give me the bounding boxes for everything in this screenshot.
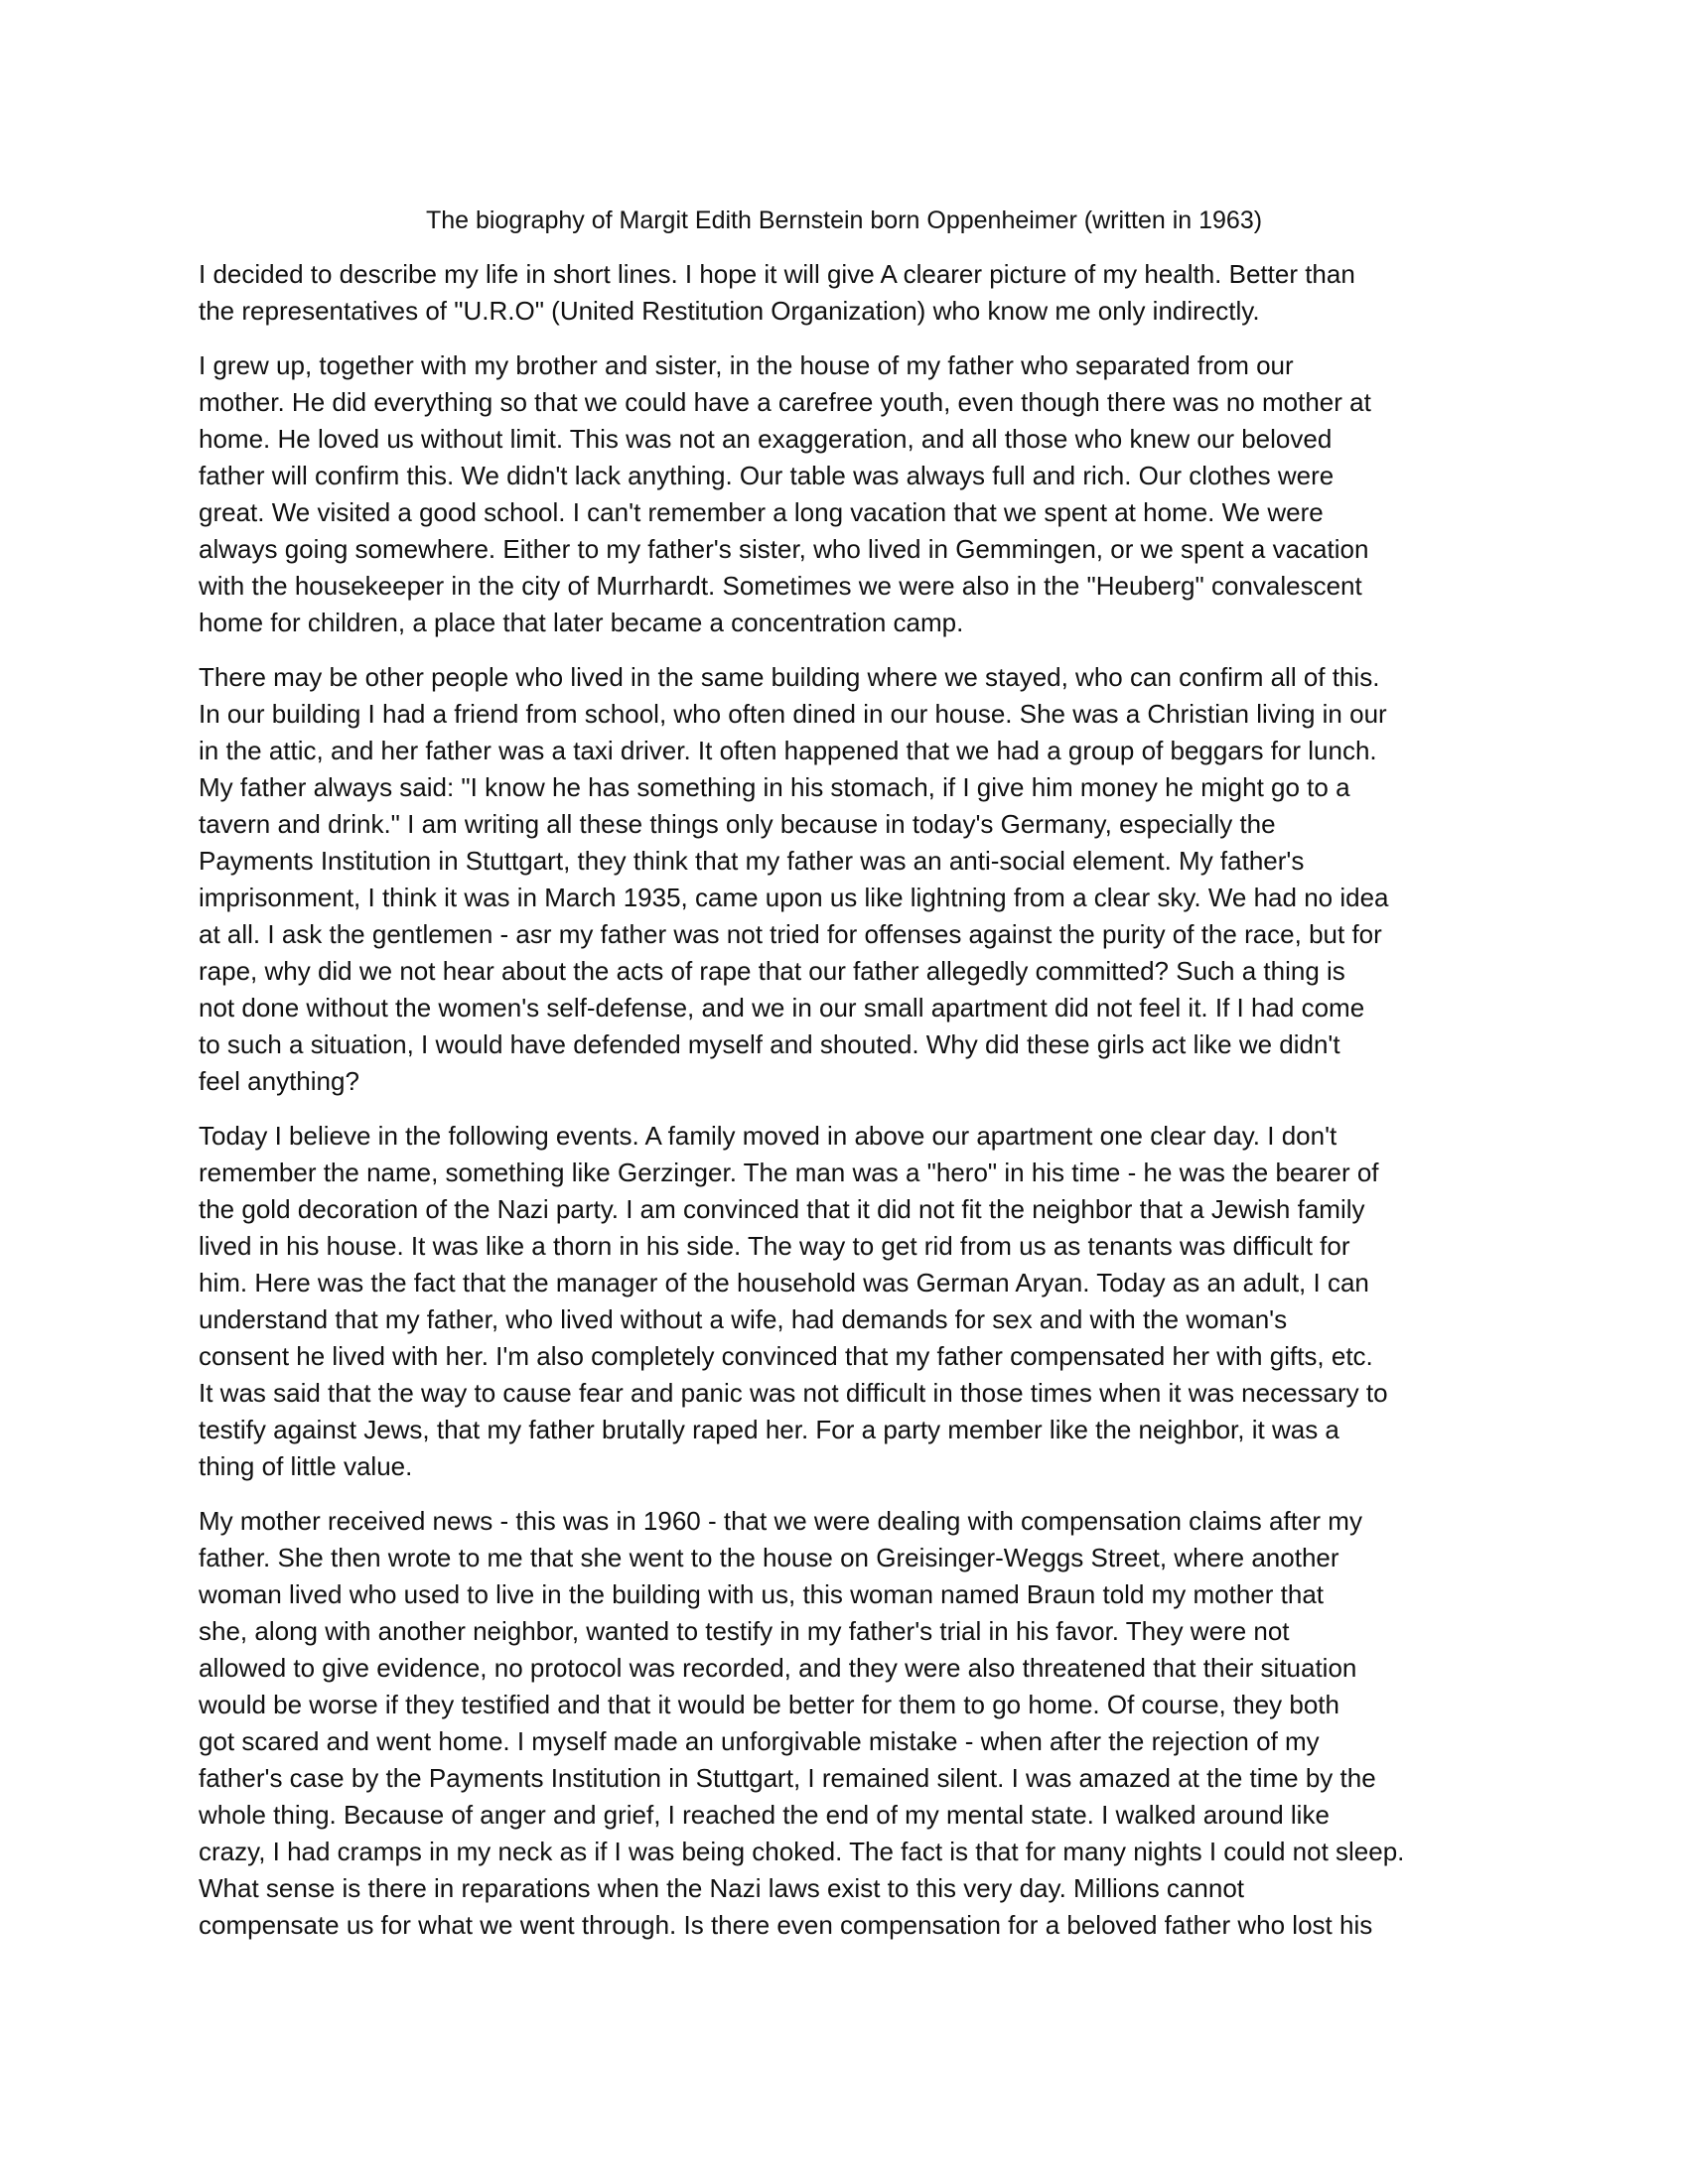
text-line: rape, why did we not hear about the acts of rape that our father allegedly committed? Such a thing is (199, 956, 1345, 986)
text-line: home for children, a place that later became a concentration camp. (199, 608, 964, 637)
text-line: lived in his house. It was like a thorn in his side. The way to get rid from us as tenants was difficult for (199, 1231, 1350, 1261)
document-body (199, 256, 1489, 1962)
text-line: with the housekeeper in the city of Murrhardt. Sometimes we were also in the "Heuberg" convalescent (199, 571, 1362, 601)
text-line: great. We visited a good school. I can't remember a long vacation that we spent at home. We were (199, 497, 1324, 527)
text-line: would be worse if they testified and that it would be better for them to go home. Of course, they both (199, 1690, 1339, 1719)
text-line: Payments Institution in Stuttgart, they think that my father was an anti-social element. My father's (199, 846, 1305, 876)
text-line: compensate us for what we went through. Is there even compensation for a beloved father who lost his (199, 1910, 1373, 1940)
text-line: feel anything? (199, 1066, 359, 1096)
text-line: in the attic, and her father was a taxi driver. It often happened that we had a group of beggars for lunch. (199, 736, 1377, 765)
text-line: father's case by the Payments Institution in Stuttgart, I remained silent. I was amazed at the time by the (199, 1763, 1376, 1793)
text-line: the gold decoration of the Nazi party. I am convinced that it did not fit the neighbor that a Jewish family (199, 1194, 1365, 1224)
text-line: thing of little value. (199, 1451, 413, 1481)
text-line: crazy, I had cramps in my neck as if I was being choked. The fact is that for many nights I could not sleep. (199, 1837, 1405, 1866)
text-line: What sense is there in reparations when the Nazi laws exist to this very day. Millions cannot (199, 1873, 1244, 1903)
paragraph-5 (199, 1503, 1489, 1944)
paragraph-1 (199, 256, 1489, 330)
text-line: father. She then wrote to me that she went to the house on Greisinger-Weggs Street, where another (199, 1543, 1339, 1572)
text-line: tavern and drink." I am writing all these things only because in today's Germany, especially the (199, 809, 1276, 839)
text-line: she, along with another neighbor, wanted to testify in my father's trial in his favor. They were not (199, 1616, 1290, 1646)
text-line: not done without the women's self-defense, and we in our small apartment did not feel it. If I had come (199, 993, 1365, 1023)
text-line: whole thing. Because of anger and grief, I reached the end of my mental state. I walked around like (199, 1800, 1330, 1830)
text-line: to such a situation, I would have defended myself and shouted. Why did these girls act like we didn't (199, 1029, 1340, 1059)
text-line: at all. I ask the gentlemen - asr my father was not tried for offenses against the purity of the race, but for (199, 919, 1382, 949)
text-line: the representatives of "U.R.O" (United Restitution Organization) who know me only indirectly. (199, 296, 1260, 326)
paragraph-4 (199, 1118, 1489, 1485)
text-line: testify against Jews, that my father brutally raped her. For a party member like the neighbor, it was a (199, 1415, 1339, 1444)
text-line: mother. He did everything so that we could have a carefree youth, even though there was no mother at (199, 387, 1371, 417)
text-line: allowed to give evidence, no protocol was recorded, and they were also threatened that their situation (199, 1653, 1357, 1683)
text-line: I decided to describe my life in short lines. I hope it will give A clearer picture of my health. Better than (199, 259, 1355, 289)
text-line: got scared and went home. I myself made an unforgivable mistake - when after the rejection of my (199, 1726, 1320, 1756)
text-line: Today I believe in the following events. A family moved in above our apartment one clear day. I don't (199, 1121, 1337, 1151)
text-line: consent he lived with her. I'm also completely convinced that my father compensated her with gifts, etc. (199, 1341, 1373, 1371)
text-line: father will confirm this. We didn't lack anything. Our table was always full and rich. Our clothes were (199, 461, 1335, 490)
text-line: home. He loved us without limit. This was not an exaggeration, and all those who knew our beloved (199, 424, 1333, 454)
document-title: The biography of Margit Edith Bernstein born Oppenheimer (written in 1963) (425, 206, 1263, 234)
text-line: remember the name, something like Gerzinger. The man was a "hero" in his time - he was the bearer of (199, 1158, 1379, 1187)
text-line: always going somewhere. Either to my father's sister, who lived in Gemmingen, or we spent a vacation (199, 534, 1369, 564)
text-line: imprisonment, I think it was in March 1935, came upon us like lightning from a clear sky. We had no idea (199, 883, 1389, 912)
paragraph-2 (199, 347, 1489, 641)
text-line: him. Here was the fact that the manager of the household was German Aryan. Today as an adult, I can (199, 1268, 1369, 1297)
text-line: I grew up, together with my brother and sister, in the house of my father who separated from our (199, 350, 1294, 380)
text-line: It was said that the way to cause fear and panic was not difficult in those times when it was necessary to (199, 1378, 1388, 1408)
paragraph-3 (199, 659, 1489, 1100)
text-line: My mother received news - this was in 1960 - that we were dealing with compensation claims after my (199, 1506, 1362, 1536)
text-line: My father always said: "I know he has something in his stomach, if I give him money he might go to a (199, 772, 1350, 802)
text-line: woman lived who used to live in the building with us, this woman named Braun told my mother that (199, 1579, 1325, 1609)
text-line: There may be other people who lived in the same building where we stayed, who can confirm all of this. (199, 662, 1380, 692)
text-line: understand that my father, who lived without a wife, had demands for sex and with the woman's (199, 1304, 1288, 1334)
text-line: In our building I had a friend from school, who often dined in our house. She was a Christian living in our (199, 699, 1387, 729)
